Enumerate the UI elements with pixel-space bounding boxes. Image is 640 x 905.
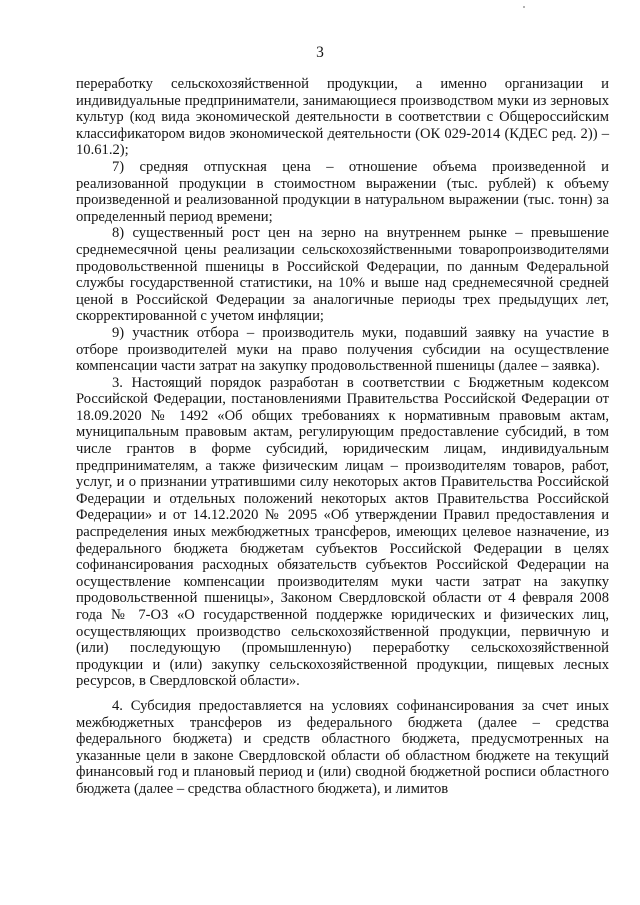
- paragraph-clause-3: 3. Настоящий порядок разработан в соответствии с Бюджетным кодексом Российской Федерации, постановлениями Правительства Российской Федерации от 18.09.2020 № 1492 «Об общих требованиях к нормативным правовым актам, муниципальным правовым актам, регулирующим предоставление субсидий, в том числе грантов в форме субсидий, юридическим лицам, индивидуальным предпринимателям, а также физическим лицам – производителям товаров, работ, услуг, и о признании утратившими силу некоторых актов Правительства Российской Федерации и отдельных положений некоторых актов Правительства Российской Федерации» и от 14.12.2020 № 2095 «Об утверждении Правил предоставления и распределения иных межбюджетных трансферов, имеющих целевое назначение, из федерального бюджета бюджетам субъектов Российской Федерации в целях софинансирования расходных обязательств субъектов Российской Федерации на осуществление компенсации производителям муки части затрат на закупку продовольственной пшеницы», Законом Свердловской области от 4 февраля 2008 года № 7-ОЗ «О государственной поддержке юридических и физических лиц, осуществляющих производство сельскохозяйственной продукции, первичную и (или) последующую (промышленную) переработку сельскохозяйственной продукции и (или) закупку сельскохозяйственной продукции, пищевых лесных ресурсов, в Свердловской области».: [76, 374, 609, 690]
- paragraph-definition-8: 8) существенный рост цен на зерно на внутреннем рынке – превышение среднемесячной цены реализации сельскохозяйственными товаропроизводителями продовольственной пшеницы в Российской Федерации, по данным Федеральной службы государственной статистики, на 10% и выше над среднемесячной средней ценой в Российской Федерации за аналогичные периоды трех предыдущих лет, скорректированной с учетом инфляции;: [76, 225, 609, 325]
- paragraph-definition-9: 9) участник отбора – производитель муки, подавший заявку на участие в отборе производителей муки на право получения субсидии на осуществление компенсации части затрат на закупку продовольственной пшеницы (далее – заявка).: [76, 324, 609, 375]
- scan-speck: [523, 6, 525, 8]
- page-number: 3: [316, 44, 324, 61]
- paragraph-definition-7: 7) средняя отпускная цена – отношение объема произведенной и реализованной продукции в стоимостном выражении (тыс. рублей) к объему произведенной и реализованной продукции в натуральном выражении (тыс. тонн) за определенный период времени;: [76, 158, 609, 225]
- paragraph-definition-6-continued: переработку сельскохозяйственной продукции, а именно организации и индивидуальные предприниматели, занимающиеся производством муки из зерновых культур (код вида экономической деятельности в соответствии с Общероссийским классификатором видов экономической деятельности (ОК 029-2014 (КДЕС ред. 2)) – 10.61.2);: [76, 76, 609, 159]
- paragraph-clause-4: 4. Субсидия предоставляется на условиях софинансирования за счет иных межбюджетных трансферов из федерального бюджета (далее – средства федерального бюджета) и средств областного бюджета, предусмотренных на указанные цели в законе Свердловской области об областном бюджете на текущий финансовый год и плановый период и (или) сводной бюджетной росписи областного бюджета (далее – средства областного бюджета), и лимитов: [76, 697, 609, 797]
- document-body: [76, 76, 609, 798]
